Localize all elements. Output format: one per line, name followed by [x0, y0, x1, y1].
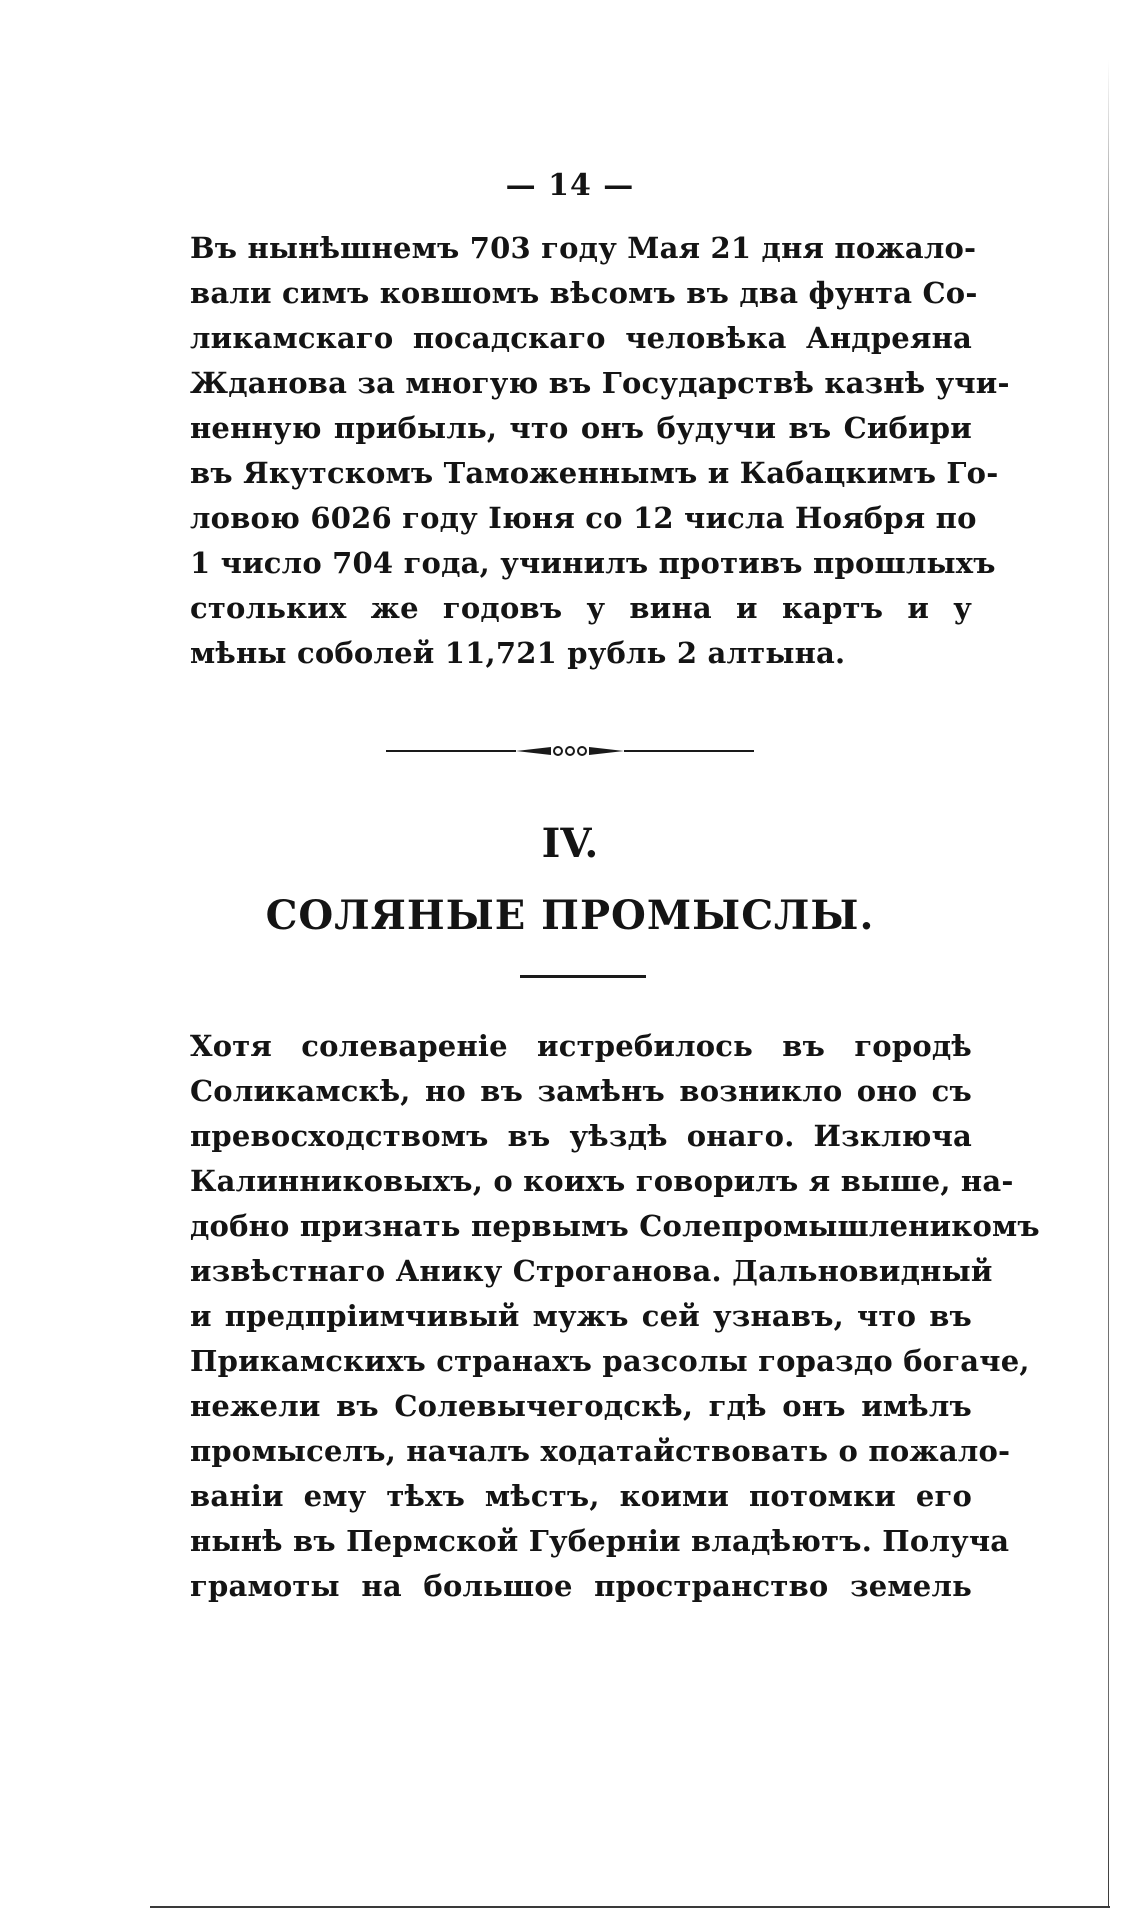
page-number: — 14 — — [505, 168, 635, 203]
paragraph-1-line: ловою 6026 году Іюня со 12 числа Ноября по — [190, 501, 977, 535]
paragraph-2-line: Прикамскихъ странахъ разсолы гораздо богаче, — [190, 1344, 1030, 1378]
paragraph-1-line: Въ нынѣшнемъ 703 году Мая 21 дня пожало- — [190, 231, 977, 265]
paragraph-1-line: стольких же годовъ у вина и картъ и у — [190, 591, 972, 625]
paragraph-1-line: мѣны соболей 11,721 рубль 2 алтына. — [190, 636, 846, 670]
section-title: СОЛЯНЫЕ ПРОМЫСЛЫ. — [265, 892, 875, 939]
paragraph-2-line: превосходствомъ въ уѣздѣ онаго. Изключа — [190, 1119, 972, 1153]
paragraph-1-line: Жданова за многую въ Государствѣ казнѣ учи- — [190, 366, 1010, 400]
page-edge-shadow — [1108, 60, 1109, 1906]
section-number: IV. — [541, 820, 599, 867]
paragraph-1-line: ликамскаго посадскаго человѣка Андреяна — [190, 321, 972, 355]
paragraph-2-line: Калинниковыхъ, о коихъ говорилъ я выше, на- — [190, 1164, 1014, 1198]
paragraph-2-line: нынѣ въ Пермской Губерніи владѣютъ. Получа — [190, 1524, 1010, 1558]
paragraph-1-line: въ Якутскомъ Таможеннымъ и Кабацкимъ Го- — [190, 456, 999, 490]
paragraph-2-line: Хотя солевареніе истребилось въ городѣ — [190, 1029, 972, 1063]
paragraph-1-line: ненную прибыль, что онъ будучи въ Сибири — [190, 411, 972, 445]
paragraph-2-line: промыселъ, началъ ходатайствовать о пожало- — [190, 1434, 1011, 1468]
paragraph-1-line: 1 число 704 года, учинилъ противъ прошлыхъ — [190, 546, 996, 580]
paragraph-2-line: ваніи ему тѣхъ мѣстъ, коими потомки его — [190, 1479, 972, 1513]
paragraph-2-line: и предпріимчивый мужъ сей узнавъ, что въ — [190, 1299, 972, 1333]
paragraph-2-line: нежели въ Солевычегодскѣ, гдѣ онъ имѣлъ — [190, 1389, 972, 1423]
ornament-divider — [386, 742, 754, 760]
paragraph-2-line: грамоты на большое пространство земель — [190, 1569, 972, 1603]
page-bottom-edge — [150, 1906, 1110, 1908]
paragraph-2-line: Соликамскѣ, но въ замѣнъ возникло оно съ — [190, 1074, 972, 1108]
paragraph-1-line: вали симъ ковшомъ вѣсомъ въ два фунта Со- — [190, 276, 978, 310]
title-underline-rule — [520, 975, 646, 978]
paragraph-2-line: извѣстнаго Анику Строганова. Дальновидный — [190, 1254, 993, 1288]
paragraph-2-line: добно признать первымъ Солепромышленикомъ — [190, 1209, 1040, 1243]
